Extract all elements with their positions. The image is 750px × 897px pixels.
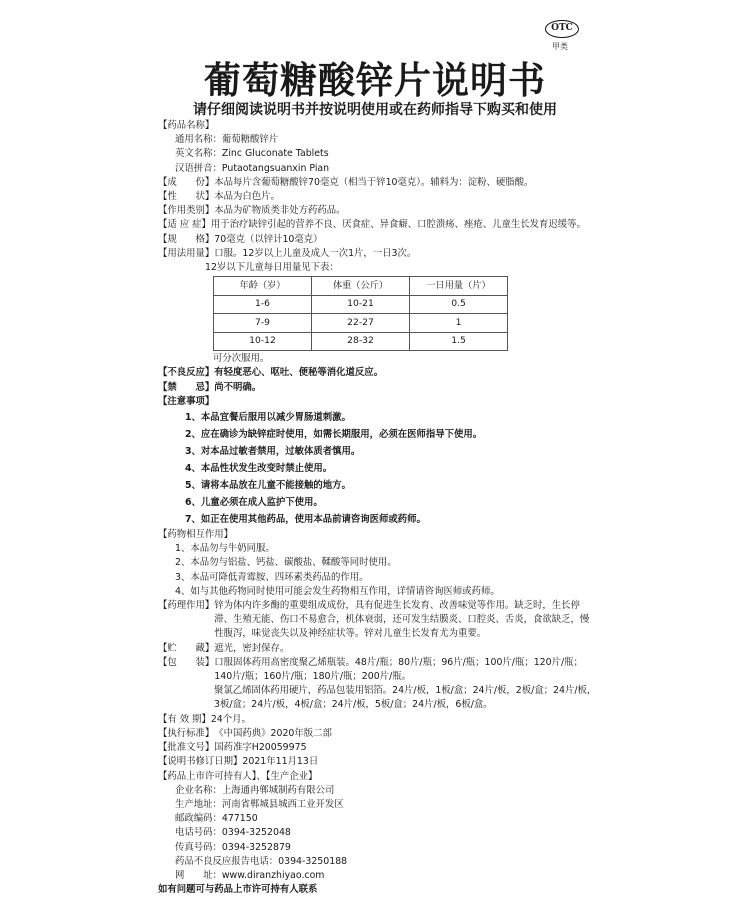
interaction-item: 2、本品勿与铝盐、钙盐、碳酸盐、鞣酸等同时使用。 (175, 557, 397, 569)
dosage-table (213, 276, 508, 351)
character-text: 本品为白色片。 (214, 191, 280, 203)
leaflet-body (158, 119, 598, 897)
interactions-label: 【药物相互作用】 (158, 529, 234, 541)
section-adverse (158, 366, 598, 380)
english-name: Zinc Gluconate Tablets (221, 148, 329, 160)
website-label: 网 址： (175, 869, 222, 881)
revision-text: 2021年11月13日 (242, 756, 319, 768)
table-cell: 10-21 (312, 295, 410, 314)
table-row (214, 332, 508, 351)
pinyin-name-label: 汉语拼音： (175, 162, 222, 174)
english-name-label: 英文名称： (175, 148, 222, 160)
validity-label: 【有 效 期】 (158, 713, 211, 725)
fax-number: 0394-3252879 (221, 841, 291, 853)
spec-label: 【规 格】 (158, 233, 215, 245)
table-cell: 10-12 (214, 332, 312, 351)
section-drug-name (158, 119, 598, 176)
page-title: 葡萄糖酸锌片说明书 (204, 59, 546, 102)
pinyin-name: Putaotangsuanxin Pian (221, 162, 330, 174)
contra-label: 【禁 忌】 (158, 381, 215, 393)
indications-text: 用于治疗缺锌引起的营养不良、厌食症、异食癖、口腔溃疡、痤疮、儿童生长发育迟缓等。 (210, 219, 586, 231)
indications-label: 【适 应 症】 (158, 219, 211, 231)
section-spec (158, 233, 598, 247)
precaution-item: 4、本品性状发生改变时禁止使用。 (185, 463, 333, 475)
page-subtitle: 请仔细阅读说明书并按说明使用或在药师指导下购买和使用 (193, 102, 557, 118)
adverse-label: 【不良反应】 (158, 367, 215, 379)
phone-number: 0394-3252048 (221, 827, 291, 839)
approval-text: 国药准字H20059975 (214, 742, 307, 754)
precautions-label: 【注意事项】 (158, 395, 215, 407)
section-contra (158, 381, 598, 395)
spec-text: 70毫克（以锌计10毫克） (214, 233, 323, 245)
table-cell: 1-6 (214, 295, 312, 314)
section-package (158, 656, 598, 684)
table-cell: 22-27 (312, 314, 410, 333)
interaction-item: 3、本品可降低青霉胺、四环素类药品的作用。 (175, 571, 369, 583)
generic-name-label: 通用名称： (175, 134, 222, 146)
standard-text: 《中国药典》2020年版二部 (214, 727, 332, 739)
phone-label: 电话号码： (175, 827, 222, 839)
section-revision (158, 755, 598, 769)
adr-phone-label: 药品不良反应报告电话： (175, 855, 279, 867)
zip-code: 477150 (221, 813, 258, 825)
table-row (214, 314, 508, 333)
interaction-item: 4、如与其他药物同时使用可能会发生药物相互作用，详情请咨询医师或药师。 (175, 585, 500, 597)
footer-note: 如有问题可与药品上市许可持有人联系 (158, 884, 318, 896)
dosage-text: 口服。12岁以上儿童及成人一次1片，一日3次。 (214, 247, 417, 259)
approval-label: 【批准文号】 (158, 742, 215, 754)
section-holder (158, 770, 598, 884)
adverse-text: 有轻度恶心、呕吐、便秘等消化道反应。 (214, 367, 384, 379)
revision-label: 【说明书修订日期】 (158, 756, 243, 768)
package-label: 【包 装】 (158, 656, 215, 668)
storage-label: 【贮 藏】 (158, 642, 215, 654)
website: www.diranzhiyao.com (221, 869, 325, 881)
holder-label: 【药品上市许可持有人】、【生产企业】 (158, 770, 318, 782)
otc-category: 甲类 (552, 42, 568, 51)
address-label: 生产地址： (175, 798, 222, 810)
table-cell: 0.5 (410, 295, 508, 314)
table-row (214, 295, 508, 314)
section-pharmacology (158, 599, 598, 642)
section-category (158, 204, 598, 218)
otc-mark: OTC (545, 20, 579, 38)
precaution-item: 2、应在确诊为缺锌症时使用，如需长期服用，必须在医师指导下使用。 (185, 429, 483, 441)
table-header-row (214, 277, 508, 296)
company-name-label: 企业名称： (175, 784, 222, 796)
dosage-label: 【用法用量】 (158, 247, 215, 259)
precaution-item: 1、本品宜餐后服用以减少胃肠道刺激。 (185, 412, 351, 424)
package-line-1: 口服固体药用高密度聚乙烯瓶装。48片/瓶；80片/瓶；96片/瓶；100片/瓶；120片/瓶；140片/瓶；160片/瓶；180片/瓶；200片/瓶。 (214, 656, 583, 683)
precaution-item: 6、儿童必须在成人监护下使用。 (185, 497, 323, 509)
category-text: 本品为矿物质类非处方药药品。 (214, 205, 346, 217)
section-indications (158, 218, 598, 232)
pharmacology-text: 锌为体内许多酶的重要组成成份，具有促进生长发育、改善味觉等作用。缺乏时，生长停滞、生殖无能、伤口不易愈合，机体衰弱，还可发生结膜炎、口腔炎、舌炎，食欲缺乏，慢性腹泻，味觉丧失以及神经症状等。锌对儿童生长发育尤为重要。 (214, 600, 590, 640)
section-dosage (158, 247, 598, 261)
dosage-note: 可分次服用。 (213, 353, 270, 365)
contra-text: 尚不明确。 (214, 381, 262, 393)
section-composition (158, 176, 598, 190)
section-validity (158, 713, 598, 727)
adr-phone: 0394-3250188 (278, 855, 348, 867)
table-cell: 1.5 (410, 332, 508, 351)
table-cell: 7-9 (214, 314, 312, 333)
section-interactions (158, 528, 598, 599)
table-header-cell: 体重（公斤） (312, 277, 410, 296)
interaction-item: 1、本品勿与牛奶同服。 (175, 543, 275, 555)
dosage-table-caption: 12岁以下儿童每日用量见下表： (205, 262, 339, 274)
address: 河南省郸城县城西工业开发区 (221, 798, 344, 810)
precaution-item: 7、如正在使用其他药品，使用本品前请咨询医师或药师。 (185, 514, 426, 526)
category-label: 【作用类别】 (158, 205, 215, 217)
section-standard (158, 727, 598, 741)
table-header-cell: 年龄（岁） (214, 277, 312, 296)
storage-text: 遮光，密封保存。 (214, 642, 290, 654)
section-approval (158, 741, 598, 755)
validity-text: 24个月。 (210, 713, 251, 725)
section-storage (158, 642, 598, 656)
drug-name-header: 【药品名称】 (158, 120, 215, 131)
pharmacology-label: 【药理作用】 (158, 600, 215, 612)
composition-label: 【成 份】 (158, 176, 215, 188)
section-precautions (158, 395, 598, 528)
precaution-item: 3、对本品过敏者禁用，过敏体质者慎用。 (185, 446, 361, 458)
character-label: 【性 状】 (158, 191, 215, 203)
table-cell: 28-32 (312, 332, 410, 351)
precaution-item: 5、请将本品放在儿童不能接触的地方。 (185, 480, 351, 492)
fax-label: 传真号码： (175, 841, 222, 853)
company-name: 上海通冉郸城制药有限公司 (221, 784, 335, 796)
table-header-cell: 一日用量（片） (410, 277, 508, 296)
package-line-2: 聚氯乙烯固体药用硬片，药品包装用铝箔。24片/板，1板/盒；24片/板，2板/盒；24片/板，3板/盒；24片/板，4板/盒；24片/板，5板/盒；24片/板，6板/盒。 (214, 685, 597, 711)
composition-text: 本品每片含葡萄糖酸锌70毫克（相当于锌10毫克）。辅料为：淀粉、硬脂酸。 (214, 176, 534, 188)
section-character (158, 190, 598, 204)
standard-label: 【执行标准】 (158, 727, 215, 739)
generic-name: 葡萄糖酸锌片 (221, 134, 279, 146)
zip-label: 邮政编码： (175, 813, 222, 825)
table-cell: 1 (410, 314, 508, 333)
